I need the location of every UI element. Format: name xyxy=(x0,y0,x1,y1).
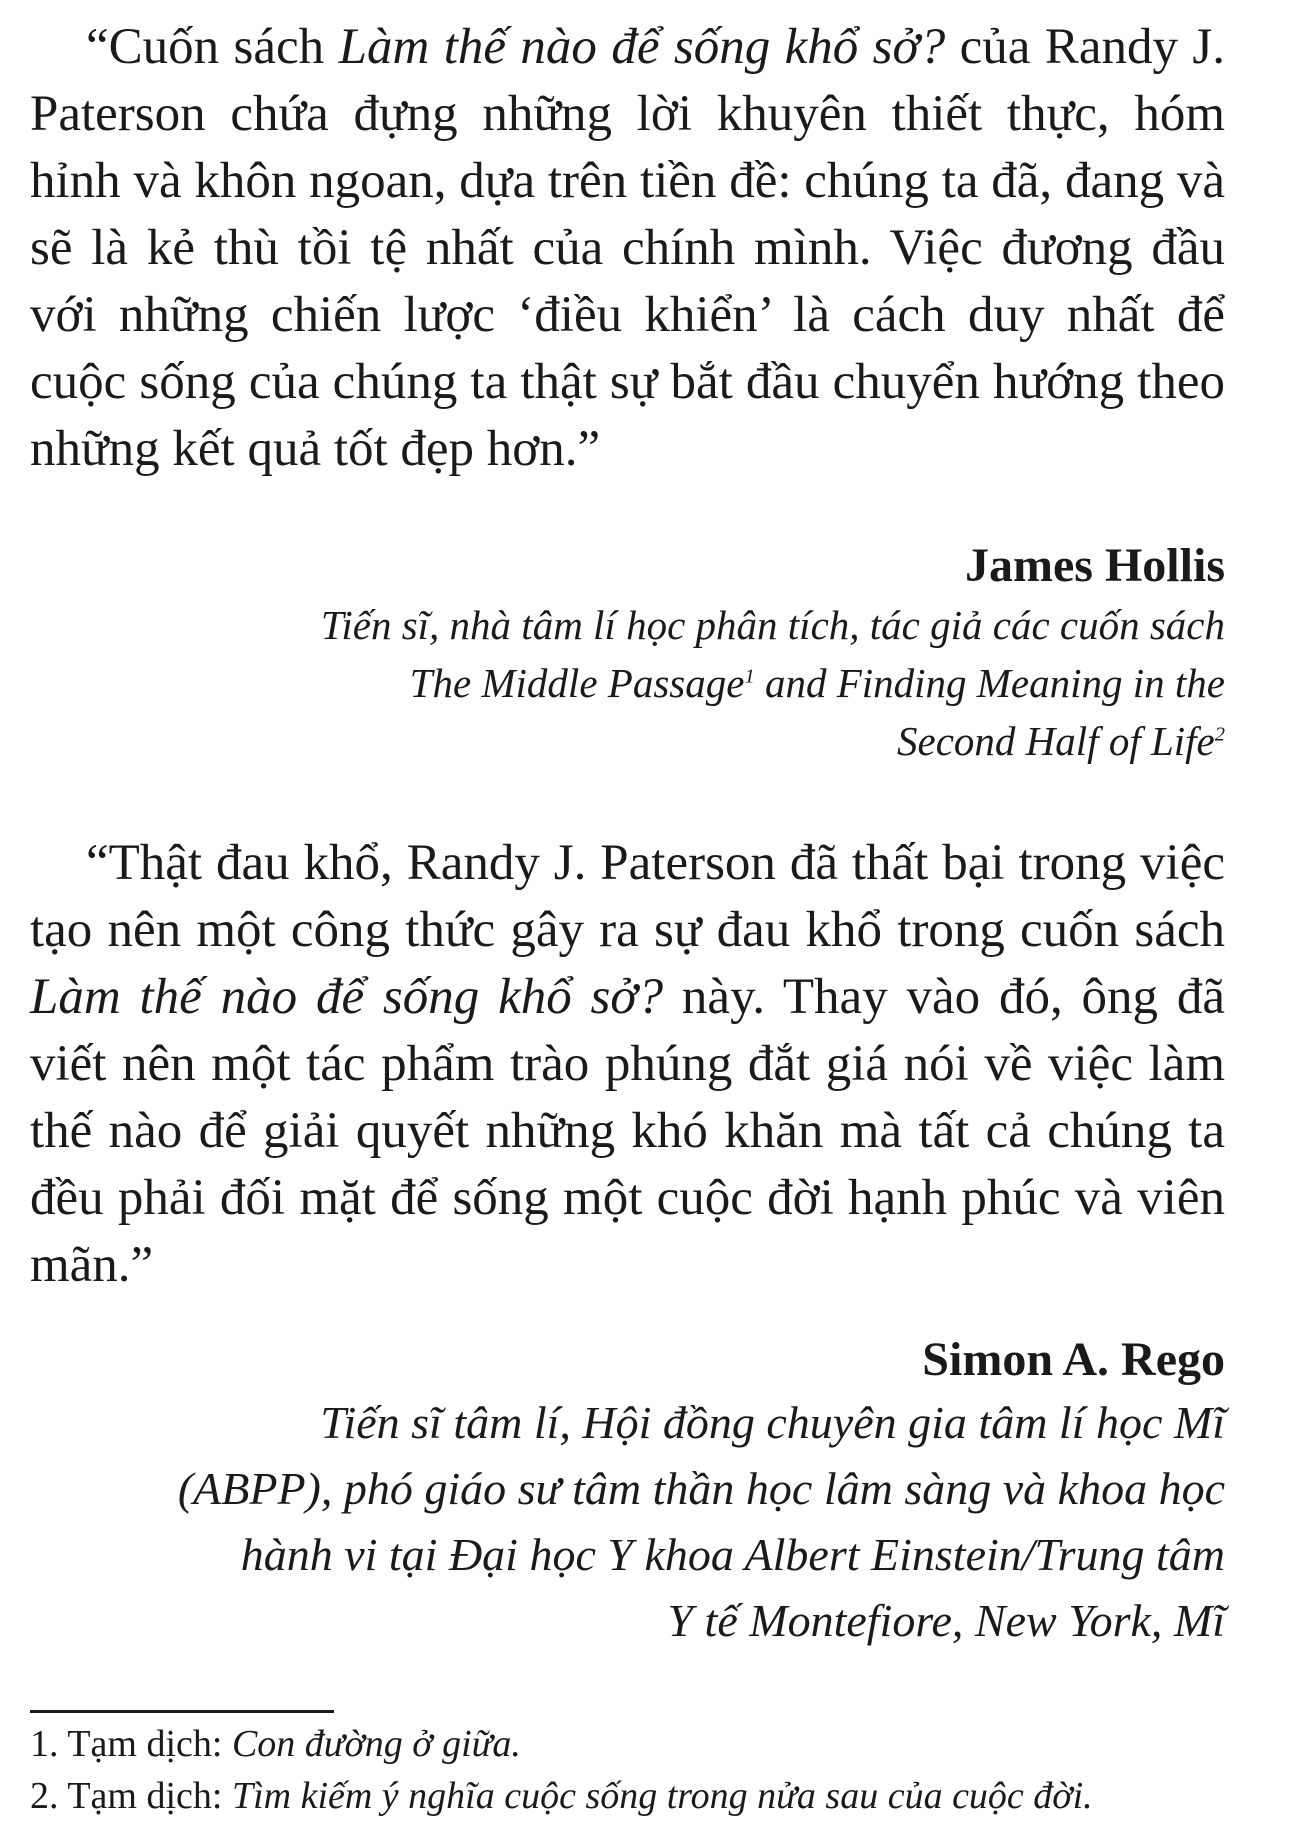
footnote-ref-1: 1 xyxy=(744,665,755,688)
attribution-2-role-line-3: hành vi tại Đại học Y khoa Albert Einstein/Trung tâm xyxy=(240,1529,1225,1580)
attribution-2-role-line-2: (ABPP), phó giáo sư tâm thần học lâm sàng và khoa học xyxy=(177,1463,1225,1514)
attribution-1 xyxy=(30,536,1225,770)
attribution-1-name: James Hollis xyxy=(965,539,1225,592)
attribution-1-role-line-3 xyxy=(30,712,1225,770)
attribution-1-role-line-2 xyxy=(30,654,1225,712)
testimonial-quote-1 xyxy=(30,14,1225,483)
attribution-1-role-line-1: Tiến sĩ, nhà tâm lí học phân tích, tác giả các cuốn sách xyxy=(320,602,1225,648)
quote-1-open: “Cuốn sách xyxy=(86,19,339,75)
attribution-2-name: Simon A. Rego xyxy=(922,1333,1225,1386)
attribution-2-role-line-1: Tiến sĩ tâm lí, Hội đồng chuyên gia tâm lí học Mĩ xyxy=(320,1397,1225,1448)
footnote-1-text: Con đường ở giữa. xyxy=(231,1723,521,1765)
testimonial-quote-2 xyxy=(30,830,1225,1299)
footnote-1 xyxy=(30,1718,1230,1770)
footnote-2-text: Tìm kiếm ý nghĩa cuộc sống trong nửa sau của cuộc đời. xyxy=(231,1775,1093,1817)
footnote-2-label: 2. Tạm dịch: xyxy=(30,1775,232,1817)
footnote-2 xyxy=(30,1770,1230,1822)
attribution-2-role-line-4: Y tế Montefiore, New York, Mĩ xyxy=(667,1595,1225,1646)
quote-2-text: này. Thay vào đó, ông đã viết nên một tác phẩm trào phúng đắt giá nói về việc làm thế nào để giải quyết những khó khăn mà tất cả chúng ta đều phải đối mặt để sống một cuộc đời hạnh phúc và viên mãn.” xyxy=(30,969,1225,1293)
quote-2-text-start: “Thật đau khổ, Randy J. Paterson đã thất bại trong việc tạo nên một công thức gây ra sự đau khổ trong cuốn sách xyxy=(30,835,1225,958)
quote-2-book-title: Làm thế nào để sống khổ sở? xyxy=(30,969,664,1025)
attribution-1-book-2-start: and Finding Meaning in the xyxy=(754,660,1225,706)
quote-1-text: của Randy J. Paterson chứa đựng những lời khuyên thiết thực, hóm hỉnh và khôn ngoan, dựa trên tiền đề: chúng ta đã, đang và sẽ là kẻ thù tồi tệ nhất của chính mình. Việc đương đầu với những chiến lược ‘điều khiển’ là cách duy nhất để cuộc sống của chúng ta thật sự bắt đầu chuyển hướng theo những kết quả tốt đẹp hơn.” xyxy=(30,19,1225,477)
footnotes xyxy=(30,1718,1230,1822)
quote-1-book-title: Làm thế nào để sống khổ sở? xyxy=(338,19,946,75)
attribution-1-book-2-end: Second Half of Life xyxy=(897,718,1215,764)
footnote-1-label: 1. Tạm dịch: xyxy=(30,1723,232,1765)
footnote-divider xyxy=(30,1710,334,1713)
footnote-ref-2: 2 xyxy=(1214,723,1225,746)
attribution-1-book-1: The Middle Passage xyxy=(409,660,745,706)
attribution-2 xyxy=(30,1330,1225,1654)
